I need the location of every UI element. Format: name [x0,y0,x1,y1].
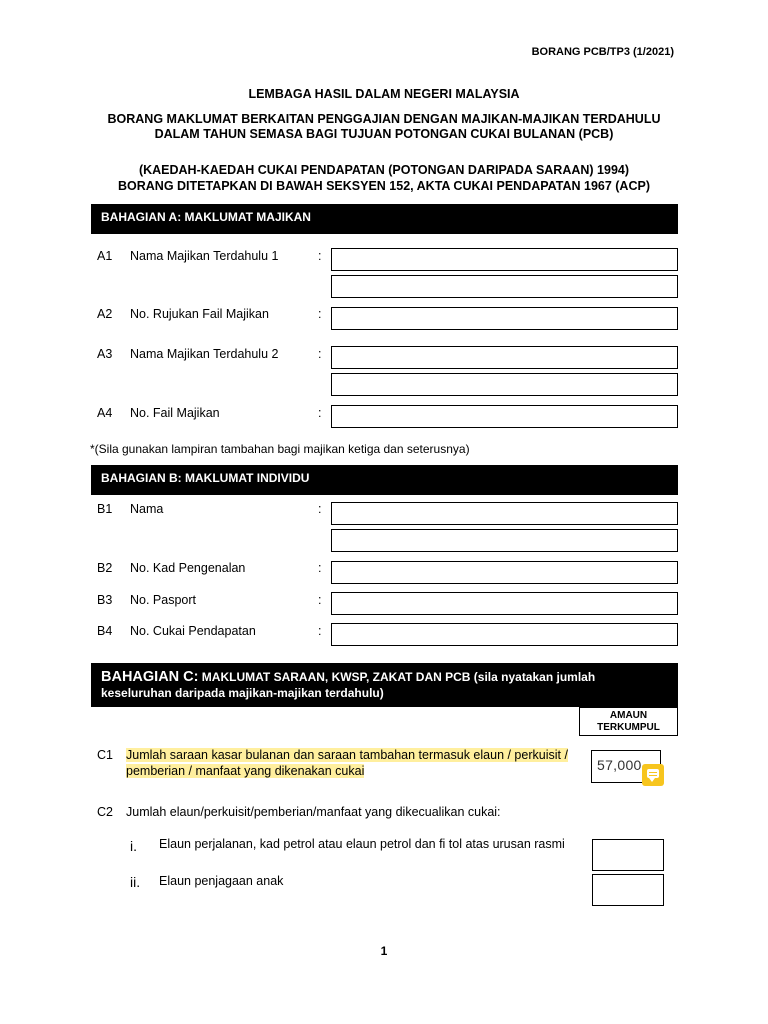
section-c-title-line1 [101,669,668,685]
b3-label: No. Pasport [130,593,197,607]
c2-item-ii-number: ii. [130,874,141,890]
a4-field[interactable] [331,405,678,428]
rule-line1: (KAEDAH-KAEDAH CUKAI PENDAPATAN (POTONGAN DARIPADA SARAAN) 1994) [138,163,630,177]
section-c-header [91,663,678,707]
section-b-header: BAHAGIAN B: MAKLUMAT INDIVIDU [91,465,678,495]
a1-field-line2[interactable] [331,275,678,298]
a3-field-line1[interactable] [331,346,678,369]
a1-field-line1[interactable] [331,248,678,271]
a2-field[interactable] [331,307,678,330]
form-title-line1: BORANG MAKLUMAT BERKAITAN PENGGAJIAN DENGAN MAJIKAN-MAJIKAN TERDAHULU [107,112,661,126]
section-a-note: *(Sila gunakan lampiran tambahan bagi majikan ketiga dan seterusnya) [90,442,470,456]
a1-code: A1 [97,249,113,263]
a3-code: A3 [97,347,113,361]
page-number: 1 [380,944,388,958]
c2-item-ii-field[interactable] [592,874,664,906]
c2-item-i-number: i. [130,838,137,854]
agency-title: LEMBAGA HASIL DALAM NEGERI MALAYSIA [248,87,520,101]
b1-label: Nama [130,502,164,516]
c2-item-ii-label: Elaun penjagaan anak [159,874,284,888]
section-c-title-line2: keseluruhan daripada majikan-majikan terdahulu) [101,686,384,700]
amaun-line2: TERKUMPUL [597,722,660,733]
a4-code: A4 [97,406,113,420]
a4-colon: : [318,406,322,420]
c1-amount-field[interactable]: 57,000 [591,750,661,783]
c1-label-line2: pemberian / manfaat yang dikenakan cukai [126,764,365,778]
b2-colon: : [318,561,322,575]
b3-code: B3 [97,593,113,607]
b4-colon: : [318,624,322,638]
c1-label-line1: Jumlah saraan kasar bulanan dan saraan tambahan termasuk elaun / perkuisit / [126,748,568,762]
amaun-terkumpul-header [579,707,678,736]
form-code: BORANG PCB/TP3 (1/2021) [531,46,674,58]
c1-code: C1 [97,748,113,762]
b4-label: No. Cukai Pendapatan [130,624,256,638]
a3-field-line2[interactable] [331,373,678,396]
amaun-line1: AMAUN [609,710,648,721]
c2-item-i-label: Elaun perjalanan, kad petrol atau elaun petrol dan fi tol atas urusan rasmi [159,837,565,851]
b2-label: No. Kad Pengenalan [130,561,246,575]
b2-field[interactable] [331,561,678,584]
section-c-title-rest: MAKLUMAT SARAAN, KWSP, ZAKAT DAN PCB (sila nyatakan jumlah [198,670,596,684]
a4-label: No. Fail Majikan [130,406,220,420]
b3-colon: : [318,593,322,607]
c1-label [126,747,586,779]
b1-code: B1 [97,502,113,516]
c2-code: C2 [97,805,113,819]
b3-field[interactable] [331,592,678,615]
b1-field-line2[interactable] [331,529,678,552]
a2-label: No. Rujukan Fail Majikan [130,307,269,321]
section-a-header: BAHAGIAN A: MAKLUMAT MAJIKAN [91,204,678,234]
b4-field[interactable] [331,623,678,646]
a2-code: A2 [97,307,113,321]
b2-code: B2 [97,561,113,575]
b4-code: B4 [97,624,113,638]
a1-colon: : [318,249,322,263]
form-title-line2: DALAM TAHUN SEMASA BAGI TUJUAN POTONGAN CUKAI BULANAN (PCB) [154,127,614,141]
comment-icon[interactable] [642,764,664,786]
rule-line2: BORANG DITETAPKAN DI BAWAH SEKSYEN 152, AKTA CUKAI PENDAPATAN 1967 (ACP) [117,179,650,193]
b1-field-line1[interactable] [331,502,678,525]
a2-colon: : [318,307,322,321]
c2-label: Jumlah elaun/perkuisit/pemberian/manfaat yang dikecualikan cukai: [126,805,501,819]
c2-item-i-field[interactable] [592,839,664,871]
a3-label: Nama Majikan Terdahulu 2 [130,347,279,361]
a3-colon: : [318,347,322,361]
a1-label: Nama Majikan Terdahulu 1 [130,249,279,263]
b1-colon: : [318,502,322,516]
section-c-title-big: BAHAGIAN C: [101,669,199,685]
